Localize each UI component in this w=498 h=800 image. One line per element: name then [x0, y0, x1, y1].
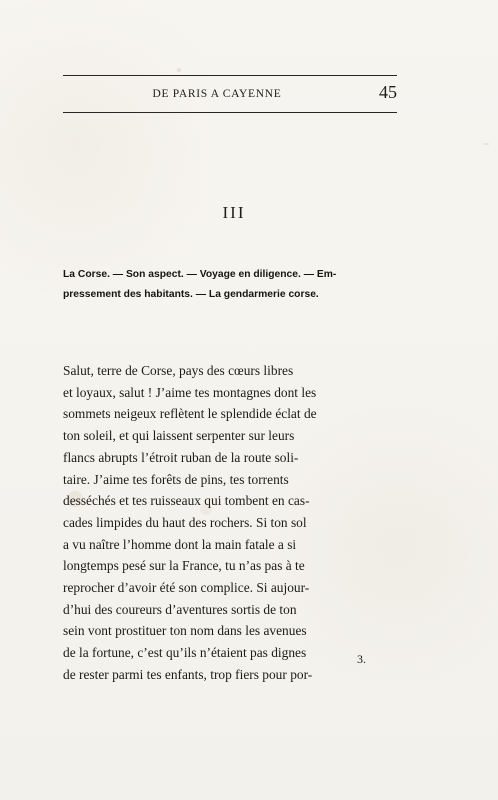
body-line: desséchés et tes ruisseaux qui tombent en cas- [63, 493, 310, 509]
body-line: reprocher d’avoir été son complice. Si aujour- [63, 580, 310, 596]
body-line: et loyaux, salut ! J’aime tes montagnes dont les [63, 384, 317, 400]
summary-line: La Corse. — Son aspect. — Voyage en diligence. — Em- [63, 269, 337, 280]
body-line: Salut, terre de Corse, pays des cœurs libres [63, 363, 294, 378]
header-top-rule [63, 75, 397, 76]
chapter-summary [63, 265, 397, 305]
body-line: flancs abrupts l’étroit ruban de la route soli- [63, 449, 299, 465]
summary-line: pressement des habitants. — La gendarmerie corse. [63, 289, 319, 300]
body-line: de la fortune, c’est qu’ils n’étaient pas dignes [63, 645, 307, 661]
chapter-body-text [63, 360, 397, 686]
signature-mark: 3. [357, 652, 366, 666]
body-line: taire. J’aime tes forêts de pins, tes torrents [63, 471, 289, 487]
body-line: longtemps pesé sur la France, tu n’as pas à te [63, 558, 305, 574]
body-line: cades limpides du haut des rochers. Si ton sol [63, 514, 307, 530]
page-number: 45 [379, 82, 397, 102]
body-line: a vu naître l’homme dont la main fatale a si [63, 536, 297, 552]
chapter-number: III [222, 203, 246, 222]
header-bottom-rule [63, 112, 397, 113]
body-line: ton soleil, et qui laissent serpenter sur leurs [63, 428, 295, 444]
paper-speck [484, 143, 489, 145]
body-line: de rester parmi tes enfants, trop fiers pour por- [63, 666, 313, 682]
body-line: sommets neigeux reflètent le splendide éclat de [63, 406, 317, 422]
body-line: d’hui des coureurs d’aventures sortis de ton [63, 601, 297, 617]
running-header: DE PARIS A CAYENNE [152, 88, 282, 100]
body-line: sein vont prostituer ton nom dans les avenues [63, 623, 307, 639]
paper-speck [177, 68, 181, 72]
